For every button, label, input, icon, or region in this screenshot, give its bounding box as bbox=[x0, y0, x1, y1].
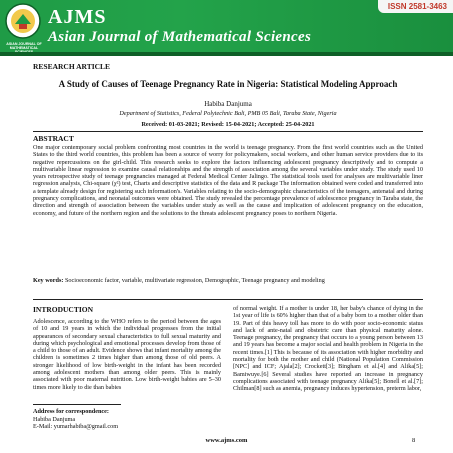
correspondence-email[interactable]: E-Mail: yumarhabiba@gmail.com bbox=[33, 423, 119, 431]
introduction-paragraph-right: of normal weight. If a mother is under 18, her baby's chance of dying in the 1st year of life is 60% higher than that of a baby born to a mother older than 19. Part of this heavy toll has more to do with poor socio-economic status and lack of ante-natal and obstetric care than physical maturity alone. Teenage pregnancy, the pregnancy that occurs to a young person between 13 and 19 years has become a major social and health problem in Nigeria in the recent times.[1] This is because of its association with higher morbidity and mortality for both the mother and child (National Population Commission [NPC] and ICF; Ajala[2]; Crockett[3]; Bingham et al.[4] and Alika[5]; Bamiwuye.[6] Several studies have reported an increase in pregnancy complications associated with teenage pregnancy Alika[5]; Bonell et al.[7]; Chilman[8] such as anemia, pregnancy induces hypertension, preterm labor, bbox=[233, 305, 423, 393]
left-column bbox=[33, 305, 221, 391]
right-column bbox=[233, 305, 423, 393]
article-type: RESEARCH ARTICLE bbox=[33, 62, 111, 71]
footer-url[interactable]: www.ajms.com bbox=[205, 437, 248, 444]
author-affiliation: Department of Statistics, Federal Polytechnic Bali, PMB 05 Bali, Taraba State, Nigeria bbox=[119, 110, 337, 117]
journal-abbreviation: AJMS bbox=[48, 6, 107, 28]
keywords-label: Key words: bbox=[33, 277, 64, 284]
author-name: Habiba Danjuma bbox=[204, 100, 252, 108]
introduction-paragraph-left: Adolescence, according to the WHO refers to the period between the ages of 10 and 19 years in which the individual progresses from the initial appearances of secondary sexual characteristics to full sexual maturity and during which psychological and emotional processes develop from those of a child to those of an adult. Evidence shows that infant mortality among the children is sometimes 2 times higher than among those of old peers. A stronger likelihood of low birth-weight in the infant has been recorded among adolescent mothers than among older peers. This is mainly associated with poor maternal nutrition. Low birth-weight babies are 5–30 times more likely to die than babies bbox=[33, 318, 221, 391]
keywords-bottom-rule bbox=[33, 299, 423, 300]
journal-title: Asian Journal of Mathematical Sciences bbox=[48, 29, 312, 45]
correspondence-heading: Address for correspondence: bbox=[33, 408, 109, 415]
abstract-heading: ABSTRACT bbox=[33, 134, 74, 143]
introduction-heading: INTRODUCTION bbox=[33, 305, 94, 314]
keywords-text: Socioeconomic factor, variable, multivariate regression, Demographic, Teenage pregnancy and modeling bbox=[64, 277, 325, 284]
logo-caption: ASIAN JOURNAL OF MATHEMATICAL SCIENCES bbox=[6, 42, 42, 52]
page-number: 8 bbox=[412, 437, 416, 444]
journal-banner bbox=[0, 0, 453, 52]
correspondence-block bbox=[33, 408, 221, 431]
article-dates: Received: 01-03-2021; Revised: 15-04-2021; Accepted: 25-04-2021 bbox=[141, 121, 315, 128]
keywords bbox=[33, 277, 423, 284]
correspondence-rule bbox=[33, 404, 121, 405]
correspondence-name: Habiba Danjuma bbox=[33, 415, 76, 423]
abstract-text: One major contemporary social problem confronting most countries in the world is teenage pregnancy. From the first world countries such as the United States to the third world countries, this problem has been a source of worry for policymakers, social workers, and other human service providers due to its negative repercussions on the girl-child. This research seeks to explore the factors influencing adolescent pregnancy descriptively and to compute a multivariable linear regression to examine causal relationships and the strength of association among the several variables under study. The study used 10 years retrospective study of teenage pregnancies managed at Federal Medical Center Jalingo. The statistical tools used for analyses are multivariable liner regression analysis, Chi-square (χ²) test, Charts and descriptive statistics of the data and R package The information obtained were coded and transferred into a template already design for registering such information's. Variables relating to the socio-demographic characteristics of the teenagers, antenatal and during pregnancy complications, and neonatal outcomes were obtained. The study revealed the percentage prevalence of adolescence pregnancy in Taraba state, the direction and strength of association between the variables under study as well as the cause and implication of adolescent pregnancy on the education, economy, and future of the northern region and the solutions to the threats adolescent pregnancy poses to northern Nigeria. bbox=[33, 144, 423, 217]
article-title: A Study of Causes of Teenage Pregnancy Rate in Nigeria: Statistical Modeling Approach bbox=[58, 79, 398, 89]
banner-divider bbox=[0, 52, 453, 56]
issn-badge: ISSN 2581-3463 bbox=[378, 0, 453, 13]
abstract-top-rule bbox=[33, 131, 423, 132]
